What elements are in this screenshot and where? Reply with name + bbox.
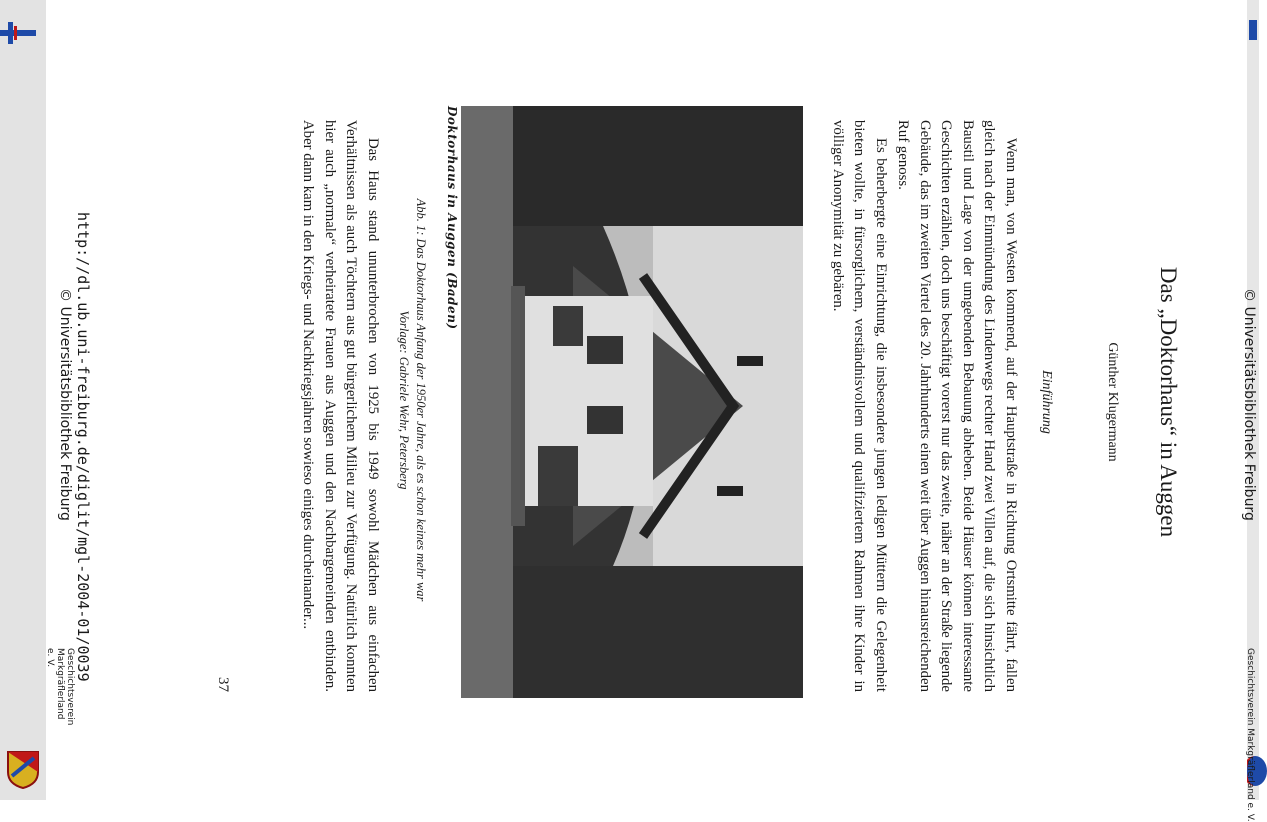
color-calibration-mark-icon: [0, 22, 46, 44]
photo-handwritten-inscription: Doktorhaus in Auggen (Baden): [445, 106, 459, 330]
page-number: 37: [215, 677, 231, 692]
top-cutoff-society: Geschichtsverein Markgräflerland e. V.: [1245, 648, 1255, 822]
article-title: Das „Doktorhaus“ in Auggen: [1156, 266, 1181, 538]
article-author: Günther Klugermann: [1105, 342, 1120, 462]
scanned-page: [45, 0, 1257, 822]
section-heading: Einführung: [1039, 370, 1054, 434]
top-cutoff-copyright: © Universitätsbibliothek Freiburg: [1241, 288, 1257, 521]
paragraph-3: Das Haus stand ununterbrochen von 1925 bis 1949 sowohl Mädchen aus einfachen Verhältnissen als auch Töchtern aus gut bürgerlichem Milieu zur Verfügung. Natürlich konnten hier auch „normale“ verheiratete Frauen aus Auggen und den Nachbargemeinden entbinden. Aber dann kam in den Kriegs- und Nachkriegsjahren sowieso einiges durcheinander...: [300, 120, 381, 692]
historic-house-photo: [461, 106, 803, 698]
coat-of-arms-icon: [6, 750, 40, 790]
rotated-page-content: [45, 0, 1257, 822]
edge-mark-icon: [1249, 20, 1257, 40]
caption-line-2: Vorlage: Gabriele Wehr, Petersberg: [397, 310, 411, 490]
house-photo-icon: [461, 106, 803, 698]
society-credit: Geschichtsverein Markgräflerland e. V.: [45, 648, 75, 726]
paragraph-2: Es beherbergte eine Einrichtung, die insbesondere jungen ledigen Müttern die Gelegenheit bieten wollte, in fürsorglichem, verständnisvollem und qualifiziertem Rahmen ihre Kinder in völliger Anonymität zu gebären.: [830, 120, 889, 692]
figure-caption: [395, 120, 429, 680]
left-margin-strip: [0, 0, 46, 800]
paragraph-1: Wenn man, von Westen kommend, auf der Hauptstraße in Richtung Ortsmitte fährt, fallen gleich nach der Einmündung des Lindenwegs rechter Hand zwei Villen auf, die sich hinsichtlich Baustil und Lage von der umgebenden Bebauung abheben. Beide Häuser können interessante Geschichten erzählen, doch uns beschäftigt vorerst nur das zweite, näher an der Straße liegende Gebäude, das im zweiten Viertel des 20. Jahrhunderts einen weit über Auggen hinausreichenden Ruf genoss.: [895, 120, 1019, 692]
caption-line-1: Abb. 1: Das Doktorhaus Anfang der 1950er Jahre, als es schon keines mehr war: [414, 198, 428, 602]
library-copyright: © Universitätsbibliothek Freiburg: [57, 288, 73, 521]
source-url: http://dl.ub.uni-freiburg.de/diglit/mgl-2004-01/0039: [74, 212, 92, 682]
